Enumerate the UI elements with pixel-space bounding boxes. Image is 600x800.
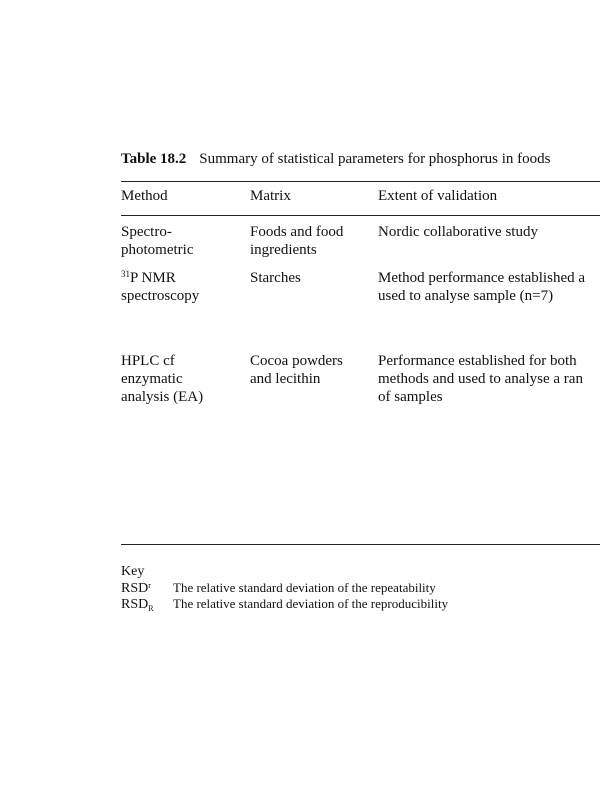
row1-matrix-line1: Foods and food	[250, 224, 344, 240]
key-abbr-text: RSD	[121, 597, 149, 612]
row2-matrix-line1: Starches	[250, 270, 301, 286]
table-number: Table 18.2	[121, 151, 187, 167]
row2-matrix	[250, 269, 301, 287]
row3-extent-line2: methods and used to analyse a ran	[378, 371, 583, 387]
row2-extent	[378, 269, 585, 305]
key-item-reproducibility	[121, 596, 448, 613]
row1-method-line2: photometric	[121, 242, 194, 258]
row2-method-text: P NMR	[130, 270, 176, 286]
row1-method	[121, 223, 193, 259]
key-title: Key	[121, 564, 145, 579]
key-abbr-subscript: r	[148, 581, 151, 590]
row3-method-line2: enzymatic	[121, 371, 183, 387]
row2-extent-line2: used to analyse sample (n=7)	[378, 288, 554, 304]
row1-extent	[378, 223, 538, 241]
row3-method	[121, 352, 203, 406]
key-description: The relative standard deviation of the repeatability	[173, 580, 436, 595]
header-method: Method	[121, 188, 168, 204]
key-abbr	[121, 597, 173, 613]
row2-method-superscript: 31	[121, 269, 130, 279]
key-abbr	[121, 581, 173, 597]
row1-matrix	[250, 223, 343, 259]
row2-method-line2: spectroscopy	[121, 288, 200, 304]
key-description: The relative standard deviation of the reproducibility	[173, 596, 449, 611]
row2-method	[121, 269, 199, 305]
table-top-rule	[121, 181, 600, 182]
table-title: Summary of statistical parameters for phosphorus in foods	[199, 151, 551, 167]
row3-matrix-line1: Cocoa powders	[250, 353, 343, 369]
row3-method-line1: HPLC cf	[121, 353, 175, 369]
table-header-rule	[121, 215, 600, 216]
row3-extent	[378, 352, 583, 406]
key-abbr-subscript: R	[148, 604, 154, 613]
row3-method-line3: analysis (EA)	[121, 389, 204, 405]
table-caption	[121, 151, 550, 168]
row1-extent-line1: Nordic collaborative study	[378, 224, 538, 240]
header-extent: Extent of validation	[378, 188, 498, 204]
row2-method-line1	[121, 269, 199, 287]
row1-method-line1: Spectro-	[121, 224, 172, 240]
row3-matrix	[250, 352, 343, 388]
table-bottom-rule	[121, 544, 600, 545]
row1-matrix-line2: ingredients	[250, 242, 317, 258]
key-item-repeatability	[121, 580, 436, 597]
row3-matrix-line2: and lecithin	[250, 371, 321, 387]
row3-extent-line1: Performance established for both	[378, 353, 577, 369]
row3-extent-line3: of samples	[378, 389, 443, 405]
header-matrix: Matrix	[250, 188, 291, 204]
key-abbr-text: RSD	[121, 581, 149, 596]
row2-extent-line1: Method performance established a	[378, 270, 586, 286]
